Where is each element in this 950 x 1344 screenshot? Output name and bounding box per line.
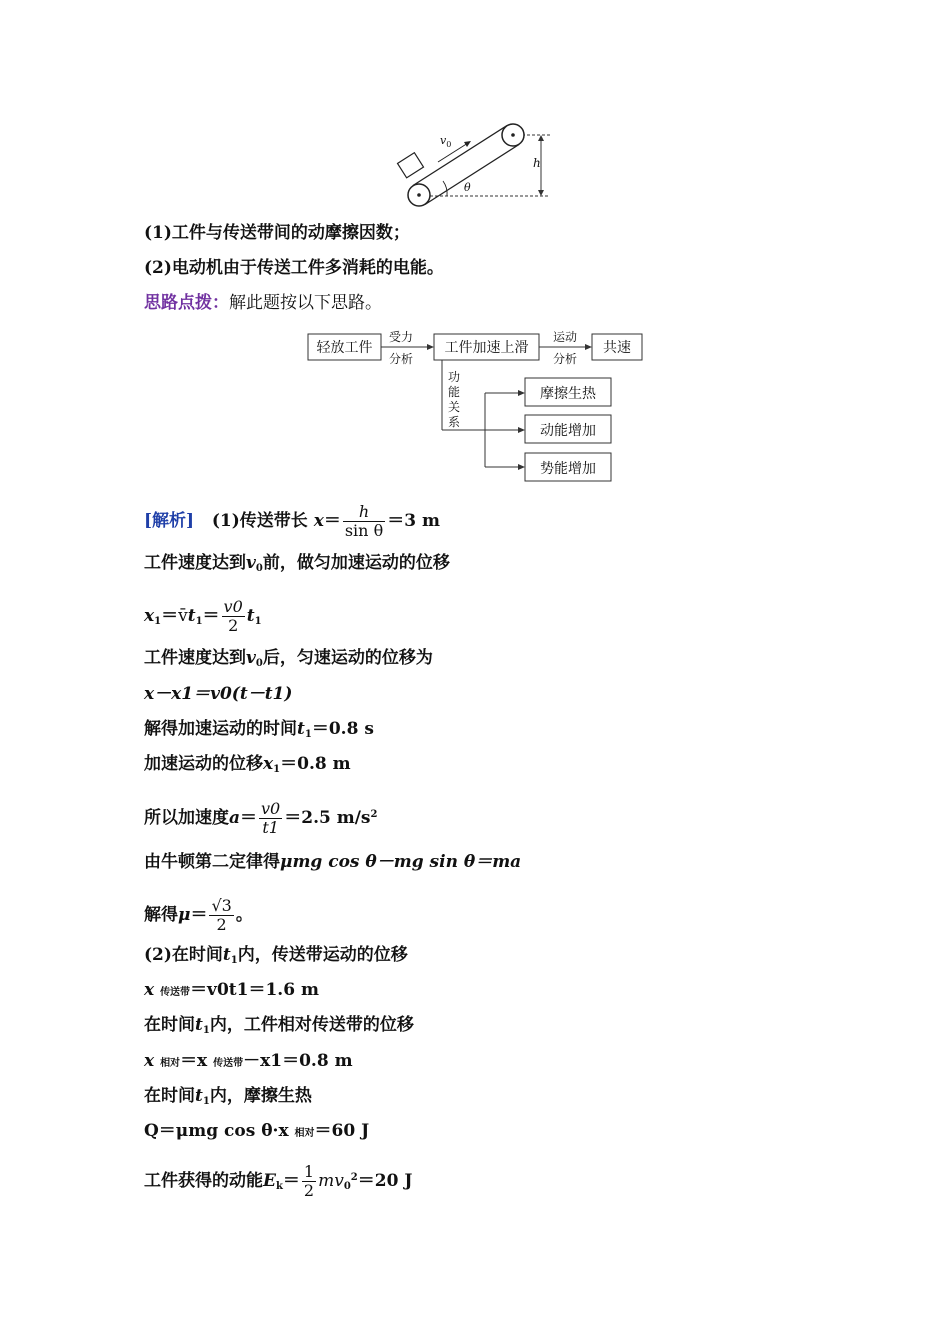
theta-label: θ [464,181,471,194]
h-label: h [533,156,541,170]
solution-line-1: [解析] (1)传送带长 x＝ $\frac{h}{\text{sin θ}}$ ＝3 m [144,502,440,540]
v0-label: v [440,134,447,147]
solution-line-8: 所以加速度a＝ $\frac{v0}{t1}$ ＝2.5 $m/s^2$ [144,799,378,837]
solution-line-13: 在时间$t_1$内，工件相对传送带的位移 [144,1015,414,1036]
solution-line-9: 由牛顿第二定律得μmg cos θ－mg sin θ＝ma [144,852,522,872]
v0-sub: 0 [446,140,452,149]
arrow-1-top: 受力 [389,330,414,344]
flow-box-2-label: 工件加速上滑 [444,340,529,356]
arrow-2-top: 运动 [553,330,578,344]
hint-text: 解此题按以下思路。 [229,293,382,313]
solution-line-4: 工件速度达到$v_0$后，匀速运动的位移为 [144,648,433,669]
energy-relation-label: 功 能 关 系 [448,370,461,429]
solution-line-16: Q＝μmg cos θ·x 相对＝60 J [144,1121,370,1141]
solution-line-2: 工件速度达到$v_0$前，做匀加速运动的位移 [144,553,450,574]
branch-2-label: 动能增加 [540,423,596,439]
hint-line [144,292,382,314]
solution-line-15: 在时间$t_1$内，摩擦生热 [144,1086,312,1107]
solution-line-6: 解得加速运动的时间$t_1=0.8$ s [144,719,374,740]
solution-line-10: 解得μ＝ $\frac{√3}{2}$ 。 [144,896,253,934]
workpiece-block [398,153,424,178]
hint-label: 思路点拨： [144,293,229,313]
branch-3-label: 势能增加 [540,461,596,477]
solution-tag: [解析] [144,511,195,531]
question-1: (1)工件与传送带间的动摩擦因数； [144,223,410,243]
solution-line-3: $x_1=v̄t_1=$ $\frac{v0}{2}$ $t_1$ [144,597,262,635]
question-2: (2)电动机由于传送工件多消耗的电能。 [144,258,444,278]
arrow-1-bottom: 分析 [389,352,414,366]
arrow-2-bottom: 分析 [553,352,578,366]
flow-box-3-label: 共速 [603,340,631,356]
solution-line-11: (2)在时间$t_1$内，传送带运动的位移 [144,945,408,966]
solution-line-12: x 传送带＝v0t1＝1.6 m [144,980,319,1000]
solution-line-17: 工件获得的动能$E_k=$ $\frac{1}{2}$ $mv_0^2=20$ J [144,1162,413,1200]
solution-line-14: x 相对＝x 传送带－x1＝0.8 m [144,1051,353,1071]
solution-line-5: x－x1＝v0(t－t1) [144,684,293,704]
flow-box-1-label: 轻放工件 [316,340,373,356]
branch-1-label: 摩擦生热 [540,386,596,402]
solution-line-7: 加速运动的位移$x_1=0.8$ m [144,754,351,775]
